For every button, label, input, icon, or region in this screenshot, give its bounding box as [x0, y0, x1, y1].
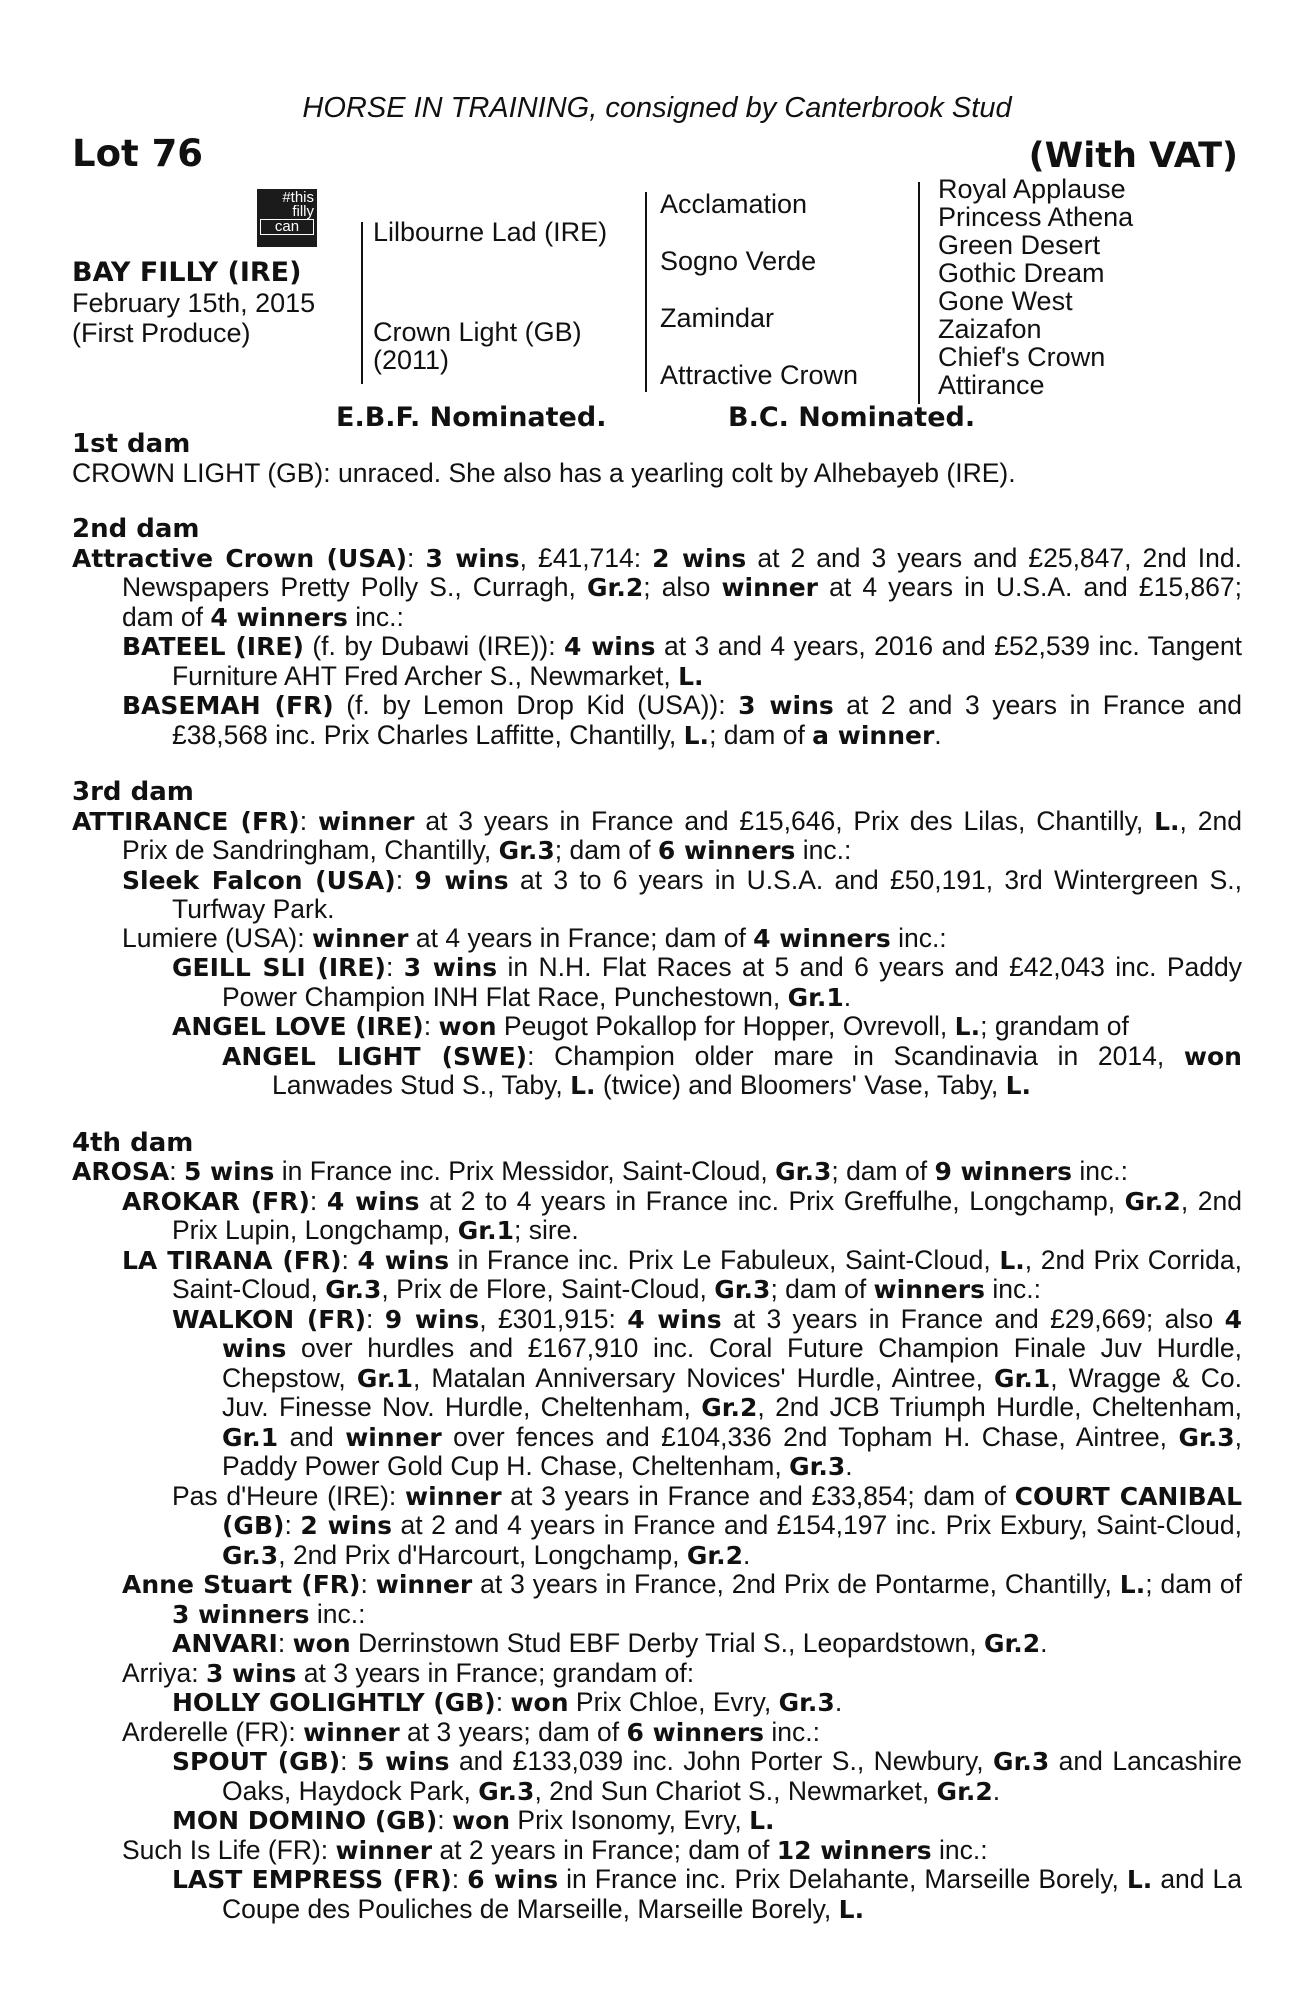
- text-run: Prix Chloe, Evry,: [568, 1687, 779, 1717]
- bold-text: L.: [999, 1245, 1025, 1275]
- bold-text: winners: [873, 1275, 985, 1304]
- text-run: inc.:: [890, 922, 947, 953]
- bold-text: winner: [317, 806, 415, 836]
- text-run: , 2nd Prix Lupin, Longchamp,: [172, 1185, 1242, 1245]
- produce-entry: [72, 1659, 1242, 1689]
- text-run: ; dam of: [770, 1274, 874, 1304]
- bold-text: AROKAR (FR): [122, 1186, 310, 1216]
- text-run: :: [407, 542, 426, 573]
- text-run: at 3 years in France and £33,854; dam of: [501, 1480, 1015, 1511]
- text-run: in France inc. Prix Messidor, Saint-Cloud,: [274, 1156, 776, 1186]
- bold-text: Gr.3: [714, 1275, 771, 1304]
- text-run: :: [395, 864, 415, 895]
- bold-text: Gr.3: [789, 1452, 846, 1481]
- bold-text: LAST EMPRESS (FR): [172, 1865, 452, 1894]
- logo-line: can: [260, 219, 314, 235]
- produce-entry: [72, 1246, 1242, 1305]
- pedigree-gen3: Zaizafon: [938, 314, 1042, 344]
- bold-text: L.: [838, 1894, 865, 1924]
- pedigree-bracket: [361, 222, 363, 384]
- bold-text: won: [438, 1012, 497, 1041]
- pedigree-bracket: [918, 182, 920, 404]
- logo-line: filly: [292, 203, 314, 220]
- text-run: at 2 and 3 years in France and £38,568 inc. Prix Charles Laffitte, Chantilly,: [172, 690, 1242, 750]
- text-run: :: [340, 1746, 357, 1776]
- second-dam-heading: 2nd dam: [72, 514, 200, 544]
- text-run: inc.:: [931, 1834, 988, 1865]
- text-run: , £301,915:: [479, 1303, 628, 1334]
- text-run: ; dam of: [831, 1156, 935, 1186]
- text-run: :: [451, 1864, 468, 1894]
- bold-text: AROSA: [72, 1157, 170, 1186]
- bold-text: BASEMAH (FR): [122, 691, 334, 720]
- text-run: at 3 to 6 years in U.S.A. and £50,191, 3rd Wintergreen S., Turfway Park.: [172, 864, 1242, 924]
- bold-text: 4 wins: [326, 1186, 420, 1216]
- first-dam-heading: 1st dam: [72, 429, 191, 459]
- bold-text: 4 wins: [222, 1304, 1242, 1363]
- horse-name: BAY FILLY (IRE): [72, 257, 302, 288]
- bold-text: 4 wins: [357, 1245, 450, 1275]
- bold-text: 3 wins: [403, 953, 498, 982]
- bold-text: 5 wins: [356, 1747, 450, 1776]
- produce-entry: [72, 1629, 1242, 1659]
- bold-text: GEILL SLI (IRE): [172, 953, 386, 982]
- bold-text: Gr.2: [587, 573, 644, 602]
- text-run: inc.:: [764, 1716, 821, 1747]
- bold-text: ANGEL LOVE (IRE): [172, 1012, 424, 1041]
- text-run: inc.:: [309, 1598, 366, 1629]
- produce-entry: [72, 1865, 1242, 1924]
- bold-text: a winner: [812, 720, 935, 750]
- bold-text: Gr.2: [936, 1776, 993, 1806]
- text-run: at 3 years in France; grandam of:: [296, 1657, 695, 1688]
- text-run: ; dam of: [554, 835, 658, 865]
- bold-text: Gr.3: [778, 1688, 835, 1717]
- bc-nomination: B.C. Nominated.: [728, 402, 976, 433]
- pedigree-gen2: Sogno Verde: [660, 246, 817, 276]
- bold-text: L.: [1005, 1071, 1032, 1100]
- text-run: :: [360, 1569, 376, 1599]
- text-run: over fences and £104,336 2nd Topham H. Chase, Aintree,: [441, 1421, 1179, 1452]
- text-run: Lanwades Stud S., Taby,: [272, 1070, 571, 1100]
- pedigree-bracket: [645, 192, 647, 392]
- text-run: at 2 and 4 years in France and £154,197 inc. Prix Exbury, Saint-Cloud,: [391, 1510, 1242, 1540]
- horse-details: [72, 258, 315, 348]
- lot-number: Lot 76: [72, 132, 204, 175]
- bold-text: 9 wins: [414, 865, 509, 895]
- pedigree-gen3: Gone West: [938, 286, 1073, 316]
- text-run: inc.:: [795, 835, 852, 865]
- bold-text: ANGEL LIGHT (SWE): [222, 1041, 528, 1071]
- bold-text: Gr.3: [993, 1747, 1050, 1776]
- bold-text: Gr.2: [983, 1629, 1041, 1658]
- text-run: ; also: [643, 572, 722, 602]
- produce-entry: [72, 1836, 1242, 1866]
- text-run: and La Coupe des Pouliches de Marseille, Marseille Borely,: [222, 1864, 1243, 1924]
- bold-text: L.: [1126, 1865, 1153, 1894]
- text-run: :: [277, 1628, 293, 1658]
- text-run: ; dam of: [709, 719, 813, 750]
- bold-text: L.: [1154, 806, 1180, 836]
- bold-text: 4 wins: [564, 632, 656, 661]
- produce-entry: [72, 1688, 1242, 1718]
- bold-text: 2 wins: [652, 543, 747, 573]
- produce-note: (First Produce): [72, 318, 251, 348]
- bold-text: L.: [683, 720, 710, 750]
- bold-text: L.: [570, 1071, 596, 1100]
- dam-entry: [72, 544, 1242, 633]
- produce-entry: [72, 1570, 1242, 1629]
- produce-entry: [72, 1042, 1242, 1101]
- bold-text: won: [510, 1688, 569, 1717]
- text-run: :: [366, 1303, 385, 1334]
- bold-text: Gr.2: [686, 1540, 744, 1570]
- bold-text: Anne Stuart (FR): [122, 1570, 361, 1599]
- text-run: and Lancashire Oaks, Haydock Park,: [222, 1746, 1242, 1806]
- text-run: Peugot Pokallop for Hopper, Ovrevoll,: [496, 1011, 955, 1041]
- text-run: .: [992, 1775, 1001, 1806]
- text-run: at 3 years; dam of: [399, 1716, 627, 1747]
- text-run: in France inc. Prix Delahante, Marseille Borely,: [558, 1864, 1127, 1894]
- produce-entry: [72, 953, 1242, 1012]
- bold-text: winner: [311, 923, 409, 953]
- pedigree-gen3: Gothic Dream: [938, 258, 1105, 288]
- text-run: , 2nd Prix d'Harcourt, Longchamp,: [278, 1539, 687, 1570]
- produce-entry: [72, 691, 1242, 750]
- bold-text: COURT CANIBAL (GB): [222, 1481, 1242, 1540]
- bold-text: 9 wins: [384, 1304, 480, 1334]
- bold-text: winner: [303, 1717, 400, 1747]
- produce-entry: [72, 866, 1242, 924]
- bold-text: winner: [345, 1422, 442, 1452]
- bold-text: Gr.3: [325, 1275, 382, 1304]
- bold-text: 6 wins: [467, 1865, 559, 1894]
- text-run: at 2 and 3 years and £25,847, 2nd Ind. Newspapers Pretty Polly S., Curragh,: [122, 542, 1242, 602]
- bold-text: HOLLY GOLIGHTLY (GB): [172, 1688, 496, 1717]
- bold-text: Gr.2: [701, 1393, 758, 1422]
- text-run: : Champion older mare in Scandinavia in 2014,: [527, 1040, 1184, 1071]
- logo-line: #this: [282, 189, 314, 206]
- bold-text: Gr.3: [775, 1157, 832, 1186]
- bold-text: winner: [405, 1481, 502, 1511]
- produce-entry: [72, 1718, 1242, 1748]
- bold-text: 3 winners: [172, 1599, 310, 1629]
- text-run: .: [834, 1687, 843, 1717]
- text-run: , Matalan Anniversary Novices' Hurdle, Aintree,: [413, 1362, 995, 1393]
- pedigree-dam: Crown Light (GB): [373, 317, 582, 347]
- text-run: at 2 years in France; dam of: [432, 1834, 777, 1865]
- text-run: ; dam of: [1145, 1569, 1242, 1599]
- text-run: , 2nd Prix de Sandringham, Chantilly,: [122, 805, 1242, 865]
- produce-entry: [72, 1187, 1242, 1246]
- bold-text: 3 wins: [205, 1658, 297, 1688]
- text-run: at 3 and 4 years, 2016 and £52,539 inc. Tangent Furniture AHT Fred Archer S., Newmarket,: [172, 631, 1242, 691]
- pedigree-dam-year: (2011): [373, 345, 450, 375]
- text-run: Pas d'Heure (IRE):: [172, 1480, 406, 1511]
- bold-text: 12 winners: [776, 1835, 932, 1865]
- produce-entry: [72, 1012, 1242, 1042]
- pedigree-gen3: Princess Athena: [938, 202, 1134, 232]
- text-run: :: [169, 1156, 184, 1186]
- bold-text: Sleek Falcon (USA): [122, 865, 396, 895]
- pedigree-notes: [72, 430, 1242, 1924]
- ebf-nomination: E.B.F. Nominated.: [336, 402, 607, 433]
- bold-text: 6 winners: [657, 836, 796, 865]
- produce-entry: [72, 1305, 1242, 1482]
- bold-text: Gr.3: [1178, 1422, 1235, 1452]
- dam-entry: [72, 807, 1242, 866]
- bold-text: won: [1183, 1041, 1242, 1071]
- fourth-dam-heading: 4th dam: [72, 1127, 194, 1158]
- bold-text: won: [292, 1629, 351, 1658]
- bold-text: 9 winners: [934, 1157, 1072, 1186]
- bold-text: 3 wins: [425, 543, 520, 573]
- produce-entry: [72, 632, 1242, 691]
- bold-text: Attractive Crown (USA): [72, 543, 408, 573]
- produce-entry: [72, 1482, 1242, 1571]
- text-run: :: [309, 1185, 327, 1216]
- pedigree-gen3: Royal Applause: [938, 174, 1126, 204]
- bold-text: Gr.3: [498, 836, 555, 865]
- text-run: Prix Isonomy, Evry,: [510, 1805, 750, 1835]
- pedigree-gen2: Acclamation: [660, 189, 808, 219]
- bold-text: winner: [335, 1835, 433, 1865]
- produce-entry: [72, 1806, 1242, 1836]
- bold-text: 6 winners: [626, 1717, 765, 1747]
- text-run: at 3 years in France and £15,646, Prix des Lilas, Chantilly,: [414, 805, 1155, 836]
- foaling-date: February 15th, 2015: [72, 288, 316, 318]
- bold-text: Gr.3: [478, 1776, 535, 1806]
- vat-status: (With VAT): [1028, 136, 1238, 176]
- bold-text: WALKON (FR): [172, 1304, 367, 1334]
- bold-text: 5 wins: [183, 1157, 275, 1186]
- bold-text: Gr.3: [222, 1540, 279, 1570]
- text-run: at 4 years in France; dam of: [408, 922, 754, 953]
- text-run: ; grandam of: [980, 1011, 1129, 1041]
- text-run: :: [437, 1805, 452, 1835]
- bold-text: Gr.1: [356, 1363, 413, 1393]
- bold-text: won: [451, 1806, 511, 1835]
- text-run: at 3 years in France and £29,669; also: [721, 1303, 1225, 1334]
- text-run: at 2 to 4 years in France inc. Prix Greffulhe, Longchamp,: [419, 1185, 1125, 1216]
- bold-text: Gr.2: [1124, 1186, 1181, 1216]
- bold-text: Gr.1: [994, 1363, 1051, 1393]
- bold-text: L.: [954, 1012, 981, 1041]
- text-run: over hurdles and £167,910 inc. Coral Future Champion Finale Juv Hurdle, Chepstow,: [222, 1333, 1242, 1393]
- bold-text: Gr.1: [787, 982, 844, 1012]
- bold-text: Gr.1: [457, 1216, 514, 1245]
- pedigree-gen2: Zamindar: [660, 303, 775, 333]
- pedigree-sire: Lilbourne Lad (IRE): [373, 217, 608, 247]
- text-run: , 2nd Sun Chariot S., Newmarket,: [534, 1775, 937, 1806]
- text-run: .: [843, 981, 852, 1012]
- bold-text: winner: [375, 1570, 473, 1599]
- text-run: , Prix de Flore, Saint-Cloud,: [381, 1274, 715, 1304]
- text-run: .: [1040, 1628, 1048, 1658]
- bold-text: MON DOMINO (GB): [172, 1806, 438, 1835]
- text-run: Arriya:: [122, 1657, 206, 1688]
- bold-text: L.: [749, 1806, 775, 1835]
- text-run: Arderelle (FR):: [122, 1716, 304, 1747]
- produce-entry: [72, 924, 1242, 954]
- text-run: (twice) and Bloomers' Vase, Taby,: [595, 1070, 1006, 1100]
- text-run: .: [934, 719, 942, 750]
- text-run: ; sire.: [513, 1215, 579, 1245]
- bold-text: 2 wins: [300, 1511, 392, 1540]
- text-run: , Paddy Power Gold Cup H. Chase, Cheltenham,: [222, 1421, 1242, 1481]
- text-run: inc.:: [347, 601, 404, 632]
- text-run: :: [284, 1510, 301, 1540]
- text-run: :: [341, 1244, 358, 1275]
- text-run: Lumiere (USA):: [122, 922, 312, 953]
- bold-text: SPOUT (GB): [172, 1747, 341, 1776]
- pedigree-gen3: Chief's Crown: [938, 342, 1106, 372]
- text-run: at 4 years in U.S.A. and £15,867; dam of: [122, 572, 1243, 632]
- text-run: and £133,039 inc. John Porter S., Newbury,: [449, 1746, 994, 1776]
- text-run: , 2nd Prix Corrida, Saint-Cloud,: [172, 1244, 1242, 1304]
- text-run: Such Is Life (FR):: [122, 1834, 336, 1865]
- bold-text: winner: [721, 573, 818, 602]
- bold-text: L.: [678, 661, 704, 691]
- text-run: :: [495, 1687, 511, 1717]
- text-run: in France inc. Prix Le Fabuleux, Saint-Cloud,: [449, 1244, 1000, 1275]
- bold-text: 3 wins: [738, 691, 834, 720]
- bold-text: Gr.1: [222, 1422, 279, 1452]
- text-run: inc.:: [1071, 1156, 1128, 1186]
- text-run: :: [385, 952, 404, 982]
- consignment-line: HORSE IN TRAINING, consigned by Canterbrook Stud: [302, 92, 1012, 124]
- text-run: at 3 years in France, 2nd Prix de Pontarme, Chantilly,: [472, 1569, 1120, 1599]
- this-filly-can-logo: [257, 189, 317, 247]
- produce-entry: [72, 1747, 1242, 1806]
- bold-text: BATEEL (IRE): [122, 632, 304, 661]
- text-run: .: [845, 1451, 853, 1481]
- text-run: in N.H. Flat Races at 5 and 6 years and £42,043 inc. Paddy Power Champion INH Flat Race, Punchestown,: [222, 952, 1242, 1012]
- bold-text: L.: [1119, 1570, 1146, 1599]
- text-run: (f. by Lemon Drop Kid (USA)):: [333, 690, 739, 720]
- text-run: inc.:: [984, 1274, 1041, 1304]
- pedigree-gen2: Attractive Crown: [660, 360, 859, 390]
- first-dam-text: CROWN LIGHT (GB): unraced. She also has a yearling colt by Alhebayeb (IRE).: [72, 457, 1016, 488]
- text-run: :: [423, 1011, 439, 1041]
- bold-text: ANVARI: [172, 1629, 278, 1658]
- bold-text: 4 wins: [627, 1304, 722, 1334]
- text-run: , 2nd JCB Triumph Hurdle, Cheltenham,: [757, 1392, 1243, 1422]
- text-run: , Wragge & Co. Juv. Finesse Nov. Hurdle, Cheltenham,: [222, 1362, 1242, 1422]
- pedigree-gen3: Green Desert: [938, 230, 1101, 260]
- text-run: , £41,714:: [519, 542, 653, 573]
- text-run: .: [743, 1539, 751, 1570]
- text-run: Derrinstown Stud EBF Derby Trial S., Leopardstown,: [350, 1628, 984, 1658]
- pedigree-gen3: Attirance: [938, 370, 1045, 400]
- third-dam-heading: 3rd dam: [72, 777, 194, 807]
- bold-text: ATTIRANCE (FR): [72, 806, 300, 836]
- text-run: (f. by Dubawi (IRE)):: [303, 631, 565, 661]
- bold-text: 4 winners: [210, 602, 348, 632]
- bold-text: LA TIRANA (FR): [122, 1245, 342, 1275]
- text-run: :: [299, 805, 318, 836]
- bold-text: 4 winners: [753, 923, 891, 953]
- dam-entry: [72, 1157, 1242, 1187]
- text-run: and: [278, 1421, 346, 1452]
